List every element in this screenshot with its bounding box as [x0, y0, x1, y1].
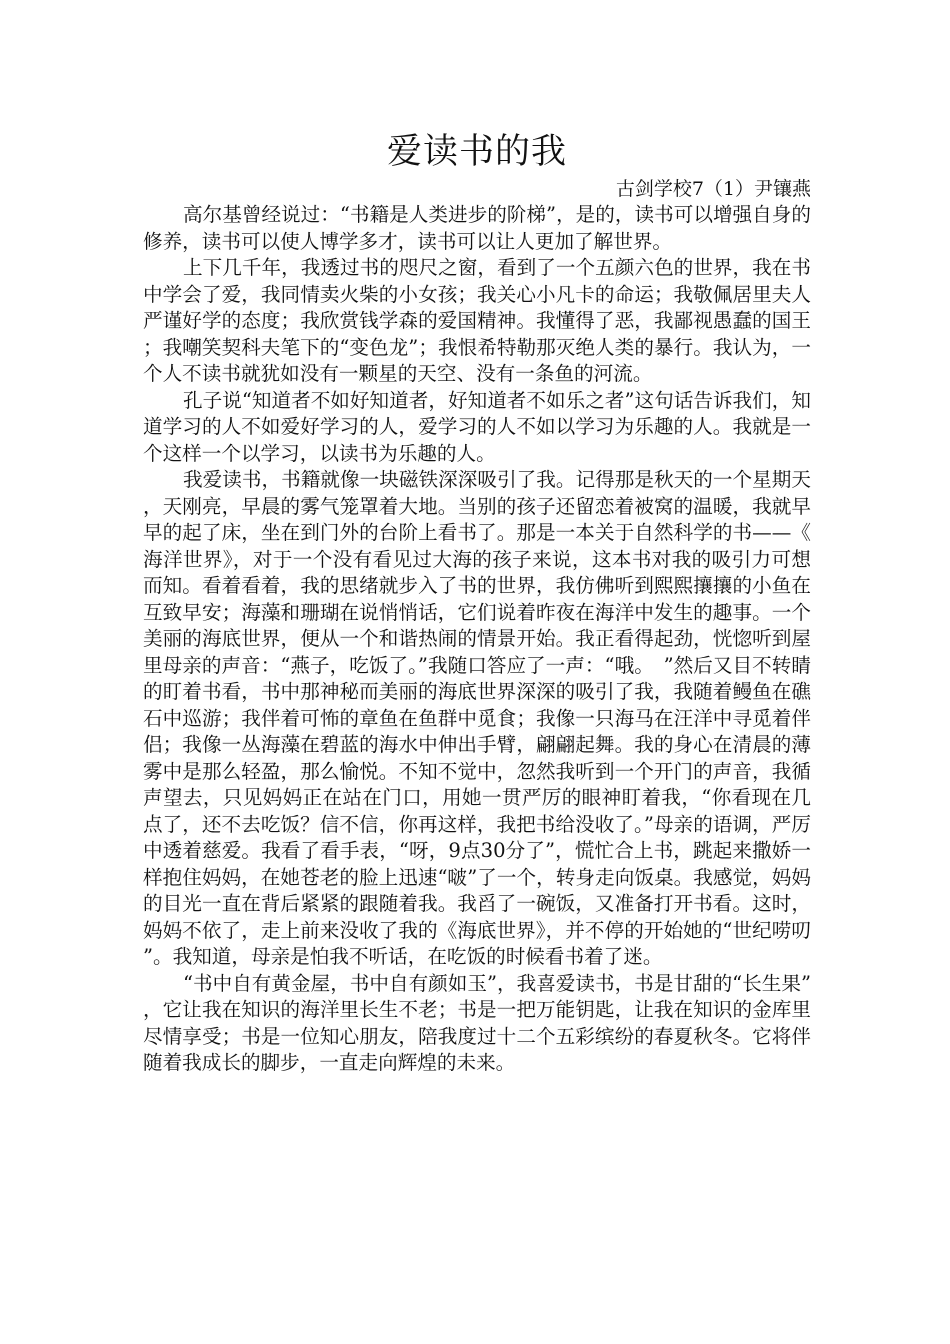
page-title: 爱读书的我: [386, 132, 567, 172]
paragraph-2: 上下几千年，我透过书的咫尺之窗，看到了一个五颜六色的世界，我在书中学会了爱，我同情卖火柴的小女孩；我关心小凡卡的命运；我敬佩居里夫人严谨好学的态度；我欣赏钱学森的爱国精神。我懂得了恶，我鄙视愚蠢的国王；我嘲笑契科夫笔下的“变色龙”；我恨希特勒那灭绝人类的暴行。我认为，一个人不读书就犹如没有一颗星的天空、没有一条鱼的河流。: [143, 256, 811, 385]
author-line: 古剑学校7（1）尹镶燕: [615, 178, 811, 200]
paragraph-5: “书中自有黄金屋，书中自有颜如玉”，我喜爱读书，书是甘甜的“长生果”，它让我在知识的海洋里长生不老；书是一把万能钥匙，让我在知识的金库里尽情享受；书是一位知心朋友，陪我度过十二个五彩缤纷的春夏秋冬。它将伴随着我成长的脚步，一直走向辉煌的未来。: [143, 971, 811, 1074]
paragraph-4: 我爱读书，书籍就像一块磁铁深深吸引了我。记得那是秋天的一个星期天，天刚亮，早晨的雾气笼罩着大地。当别的孩子还留恋着被窝的温暖，我就早早的起了床，坐在到门外的台阶上看书了。那是一本关于自然科学的书——《海洋世界》，对于一个没有看见过大海的孩子来说，这本书对我的吸引力可想而知。看着看着，我的思绪就步入了书的世界，我仿佛听到熙熙攘攘的小鱼在互致早安；海藻和珊瑚在说悄悄话，它们说着昨夜在海洋中发生的趣事。一个美丽的海底世界，便从一个和谐热闹的情景开始。我正看得起劲，恍惚听到屋里母亲的声音：“燕子，吃饭了。”我随口答应了一声：“哦。 ”然后又目不转睛的盯着书看，书中那神秘而美丽的海底世界深深的吸引了我，我随着鳗鱼在礁石中巡游；我伴着可怖的章鱼在鱼群中觅食；我像一只海马在汪洋中寻觅着伴侣；我像一丛海藻在碧蓝的海水中伸出手臂，翩翩起舞。我的身心在清晨的薄雾中是那么轻盈，那么愉悦。不知不觉中，忽然我听到一个开门的声音，我循声望去，只见妈妈正在站在门口，用她一贯严厉的眼神盯着我，“你看现在几点了，还不去吃饭？信不信，你再这样，我把书给没收了。”母亲的语调，严厉中透着慈爱。我看了看手表，“呀，9点30分了”，慌忙合上书，跳起来撒娇一样抱住妈妈，在她苍老的脸上迅速“啵”了一个，转身走向饭桌。我感觉，妈妈的目光一直在背后紧紧的跟随着我。我舀了一碗饭，又准备打开书看。这时，妈妈不依了，走上前来没收了我的《海底世界》，并不停的开始她的“世纪唠叨”。我知道，母亲是怕我不听话，在吃饭的时候看书着了迷。: [143, 468, 811, 968]
document-body: [143, 128, 811, 1077]
paragraph-1: 高尔基曾经说过：“书籍是人类进步的阶梯”，是的，读书可以增强自身的修养，读书可以使人博学多才，读书可以让人更加了解世界。: [143, 203, 811, 253]
paragraph-3: 孔子说“知道者不如好知道者，好知道者不如乐之者”这句话告诉我们，知道学习的人不如爱好学习的人，爱学习的人不如以学习为乐趣的人。我就是一个这样一个以学习，以读书为乐趣的人。: [143, 388, 811, 465]
